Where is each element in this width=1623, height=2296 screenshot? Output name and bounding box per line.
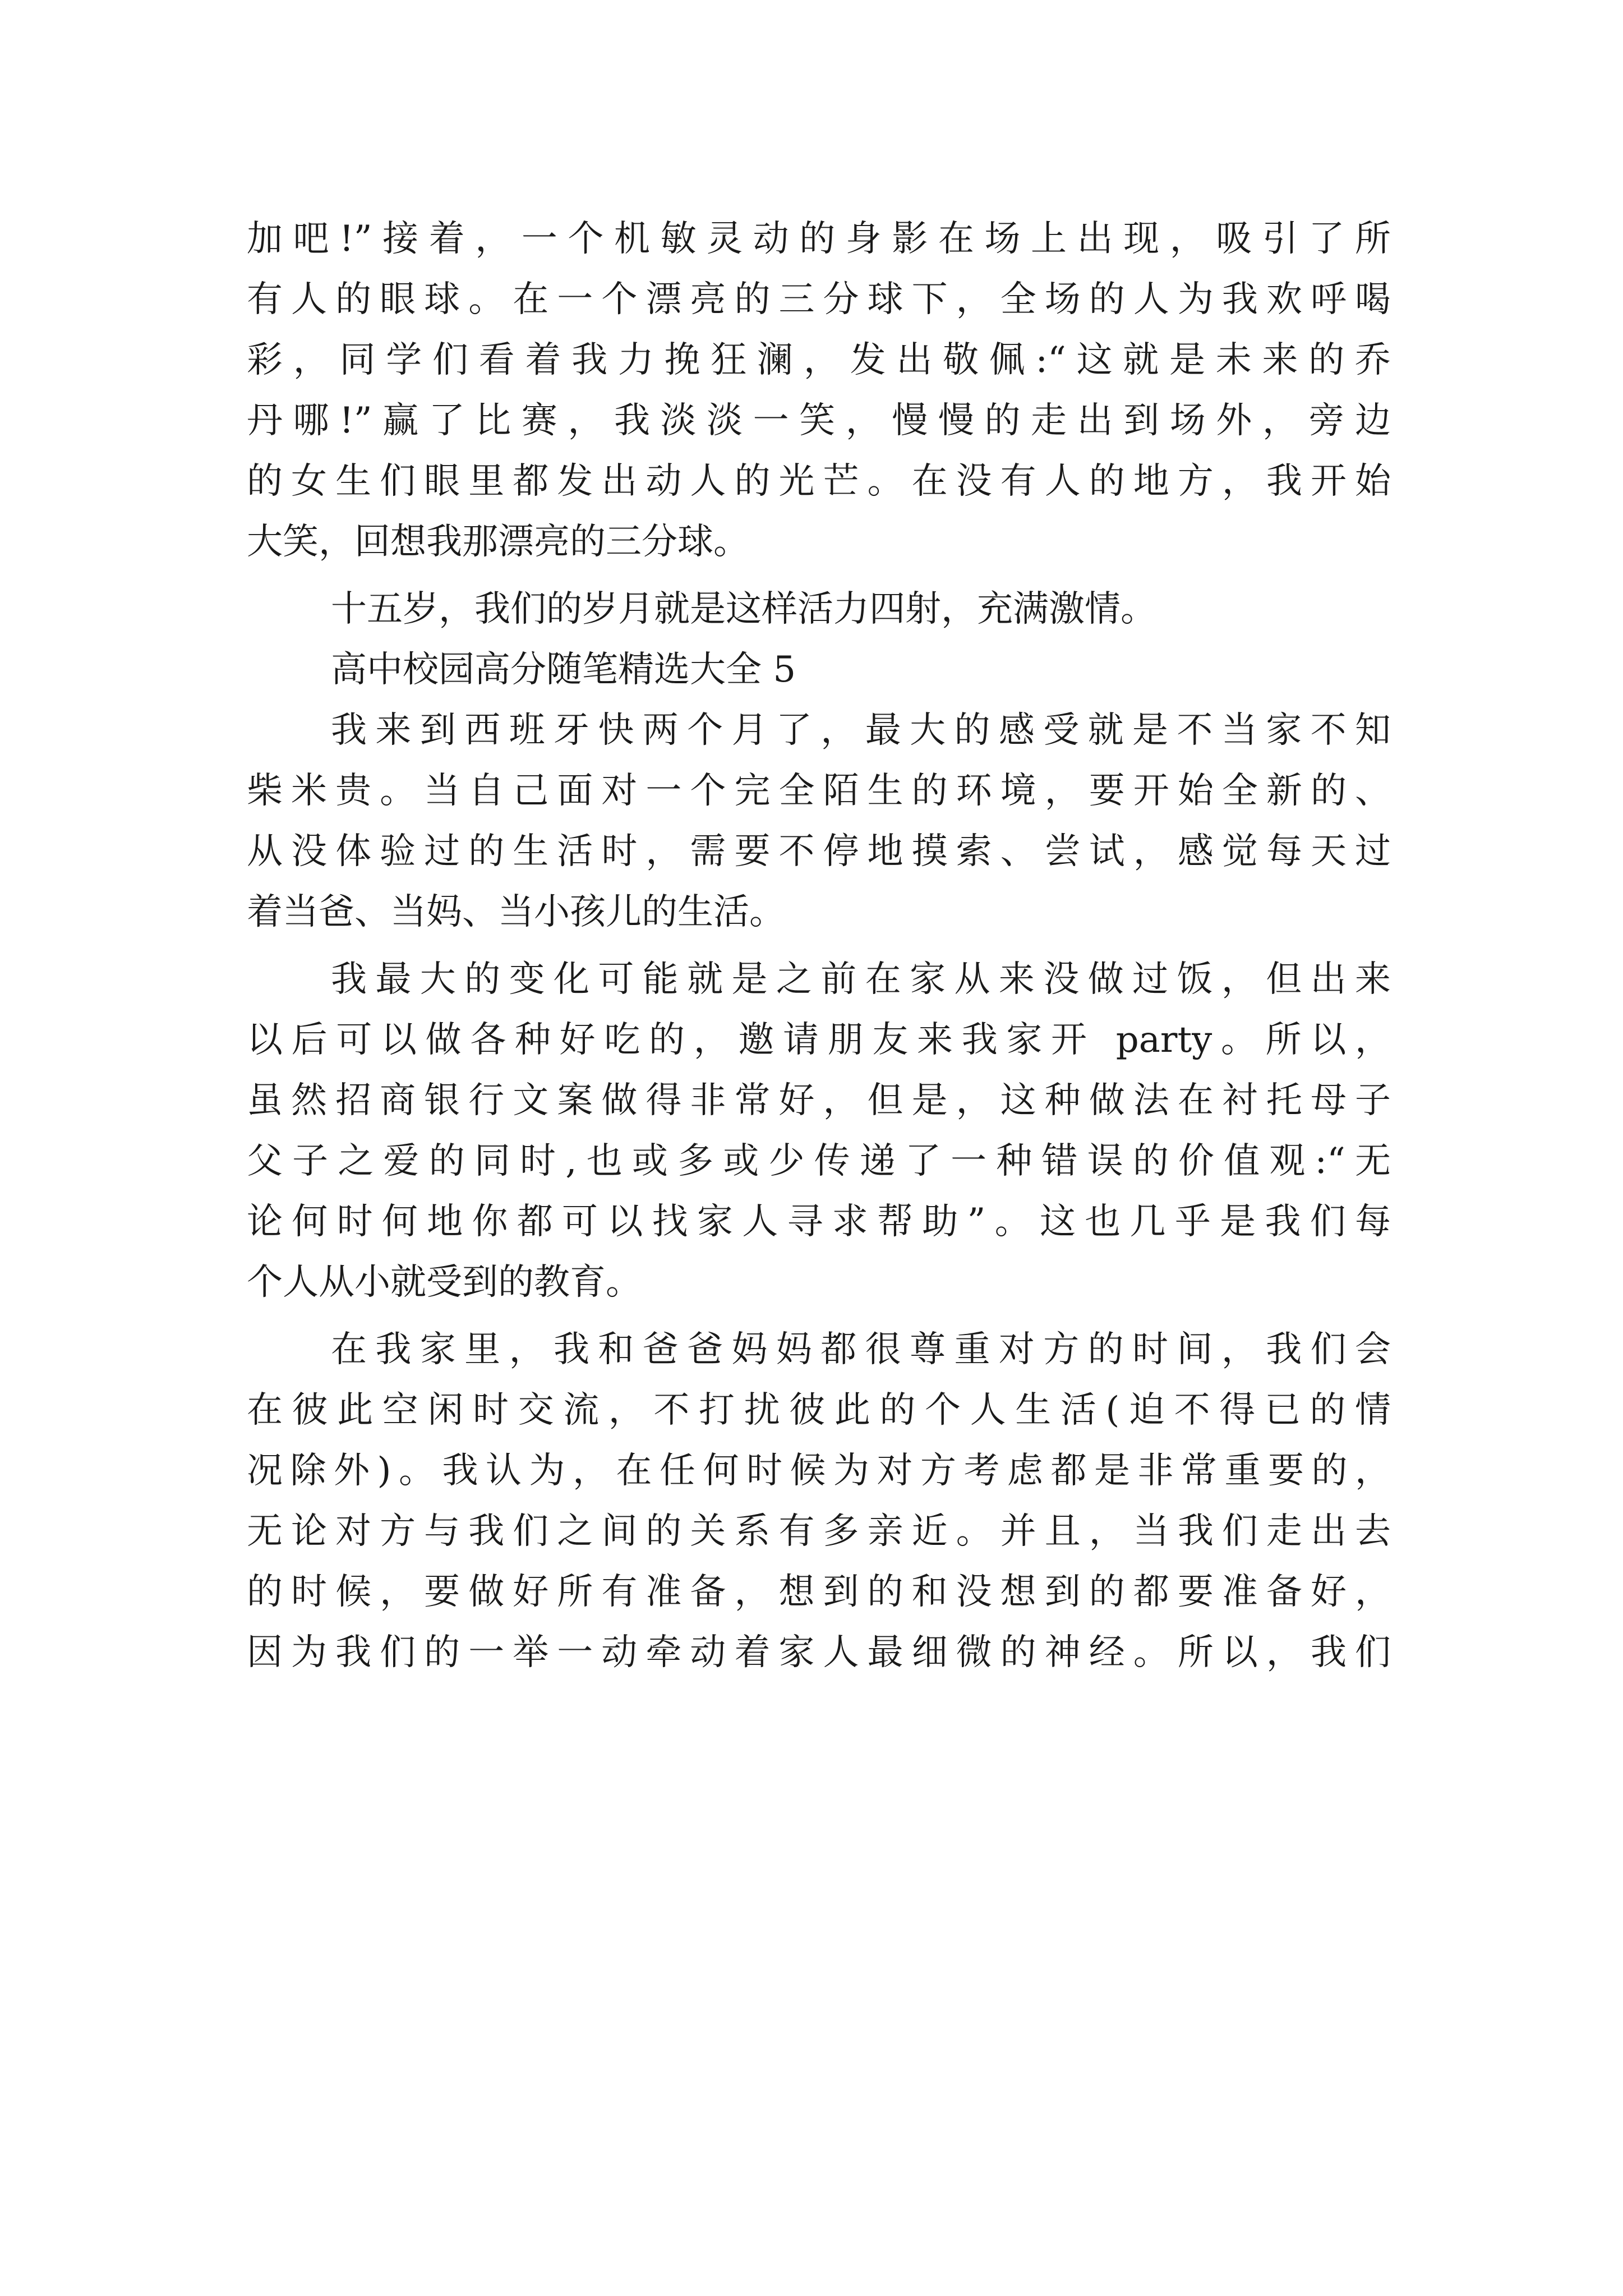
text-line: 十五岁，我们的岁月就是这样活力四射，充满激情。 xyxy=(331,588,1156,630)
text-line: 柴米贵。当自己面对一个完全陌生的环境，要开始全新的、 xyxy=(247,770,1391,812)
document-body xyxy=(247,209,1391,1683)
text-line: 因为我们的一举一动牵动着家人最细微的神经。所以，我们 xyxy=(247,1632,1391,1673)
text-line: 个人从小就受到的教育。 xyxy=(247,1262,642,1303)
text-line: 从没体验过的生活时，需要不停地摸索、尝试，感觉每天过 xyxy=(247,831,1391,872)
text-line: 论何时何地你都可以找家人寻求帮助”。这也几乎是我们每 xyxy=(247,1201,1391,1243)
text-line: 在我家里，我和爸爸妈妈都很尊重对方的时间，我们会 xyxy=(331,1329,1391,1370)
text-line: 的时候，要做好所有准备，想到的和没想到的都要准备好， xyxy=(247,1571,1391,1613)
text-line: 况除外)。我认为，在任何时候为对方考虑都是非常重要的， xyxy=(247,1450,1391,1492)
text-line: 在彼此空闲时交流，不打扰彼此的个人生活(迫不得已的情 xyxy=(247,1389,1391,1431)
text-line: 虽然招商银行文案做得非常好，但是，这种做法在衬托母子 xyxy=(247,1080,1391,1121)
text-line: 我最大的变化可能就是之前在家从来没做过饭，但出来 xyxy=(331,959,1391,1000)
text-line: 的女生们眼里都发出动人的光芒。在没有人的地方，我开始 xyxy=(247,461,1391,502)
text-line: 彩，同学们看着我力挽狂澜，发出敬佩:“这就是未来的乔 xyxy=(247,339,1391,381)
text-line: 着当爸、当妈、当小孩儿的生活。 xyxy=(247,891,785,933)
text-line: 我来到西班牙快两个月了，最大的感受就是不当家不知 xyxy=(331,710,1391,751)
text-line: 大笑，回想我那漂亮的三分球。 xyxy=(247,521,749,563)
text-line: 以后可以做各种好吃的，邀请朋友来我家开 party。所以， xyxy=(247,1019,1391,1061)
section-heading: 高中校园高分随笔精选大全 5 xyxy=(331,649,796,691)
text-line: 有人的眼球。在一个漂亮的三分球下，全场的人为我欢呼喝 xyxy=(247,279,1391,320)
text-line: 无论对方与我们之间的关系有多亲近。并且，当我们走出去 xyxy=(247,1511,1391,1552)
text-line: 加吧!”接着，一个机敏灵动的身影在场上出现，吸引了所 xyxy=(247,218,1391,260)
text-line: 丹哪!”赢了比赛，我淡淡一笑，慢慢的走出到场外，旁边 xyxy=(247,400,1391,441)
text-line: 父子之爱的同时,也或多或少传递了一种错误的价值观:“无 xyxy=(247,1140,1391,1182)
